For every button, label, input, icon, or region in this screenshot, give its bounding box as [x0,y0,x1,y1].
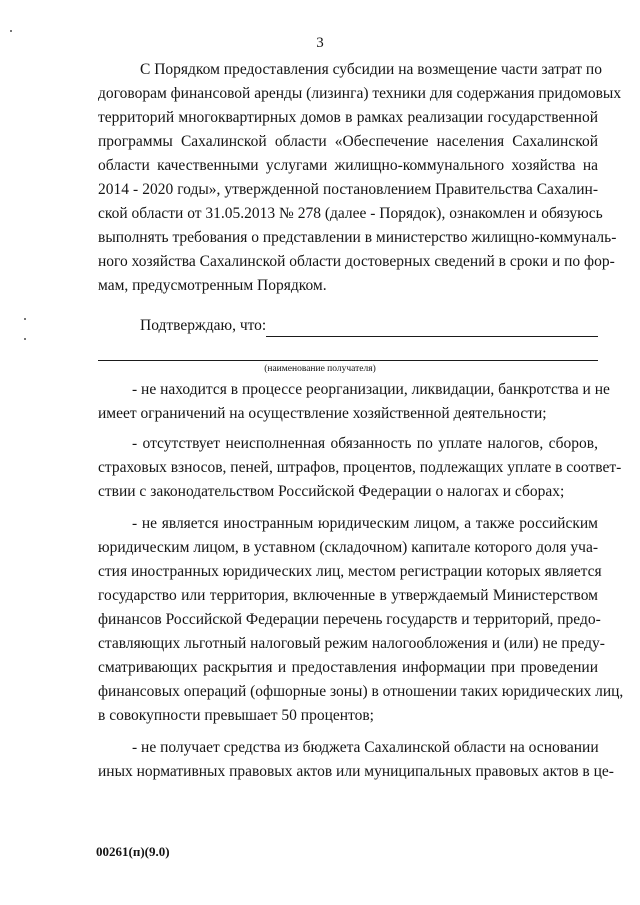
paragraph-line: ской области от 31.05.2013 № 278 (далее - Порядок), ознакомлен и обязуюсь [98,205,603,222]
item-line: - не является иностранным юридическим лицом, а также российским [132,515,598,532]
recipient-blank-line [266,336,598,337]
paragraph-line: ного хозяйства Сахалинской области достоверных сведений в сроки и по фор- [98,253,615,270]
recipient-caption: (наименование получателя) [264,364,376,374]
paragraph-line: выполнять требования о представлении в министерство жилищно-коммуналь- [98,229,617,246]
item-line: ствии с законодательством Российской Федерации о налогах и сборах; [98,483,565,500]
paragraph-line: договорам финансовой аренды (лизинга) техники для содержания придомовых [98,85,622,102]
paragraph-line: 2014 - 2020 годы», утвержденной постановлением Правительства Сахалин- [98,181,598,198]
item-line: ставляющих льготный налоговый режим налогообложения и (или) не преду- [98,635,605,652]
item-line: финансов Российской Федерации перечень государств и территорий, предо- [98,611,601,628]
item-line: в совокупности превышает 50 процентов; [98,707,374,724]
item-line: имеет ограничений на осуществление хозяйственной деятельности; [98,405,547,422]
item-line: страховых взносов, пеней, штрафов, процентов, подлежащих уплате в соответ- [98,459,622,476]
recipient-blank-line-2 [98,360,598,361]
item-line: государство или территория, включенные в утверждаемый Министерством [98,587,598,604]
item-line: юридическим лицом, в уставном (складочном) капитале которого доля уча- [98,539,598,556]
paragraph-line: программы Сахалинской области «Обеспечение населения Сахалинской [98,133,598,150]
item-line: стия иностранных юридических лиц, местом регистрации которых является [98,563,602,580]
paragraph-line: области качественными услугами жилищно-коммунального хозяйства на [98,157,598,174]
paragraph-line: территорий многоквартирных домов в рамках реализации государственной [98,109,598,126]
item-line: иных нормативных правовых актов или муниципальных правовых актов в це- [98,763,614,780]
item-line: - не получает средства из бюджета Сахалинской области на основании [132,739,599,756]
confirm-label: Подтверждаю, что: [140,317,267,334]
scan-speck [10,30,12,32]
paragraph-line: С Порядком предоставления субсидии на возмещение части затрат по [140,61,602,78]
item-line: финансовых операций (офшорные зоны) в отношении таких юридических лиц, [98,683,624,700]
item-line: - не находится в процессе реорганизации, ликвидации, банкротства и не [132,381,610,398]
document-code: 00261(п)(9.0) [96,844,170,859]
item-line: сматривающих раскрытия и предоставления информации при проведении [98,659,598,676]
scan-speck [24,338,26,340]
paragraph-line: мам, предусмотренным Порядком. [98,277,327,294]
scan-speck [24,318,26,320]
item-line: - отсутствует неисполненная обязанность по уплате налогов, сборов, [132,435,598,452]
page-number: 3 [316,35,324,51]
